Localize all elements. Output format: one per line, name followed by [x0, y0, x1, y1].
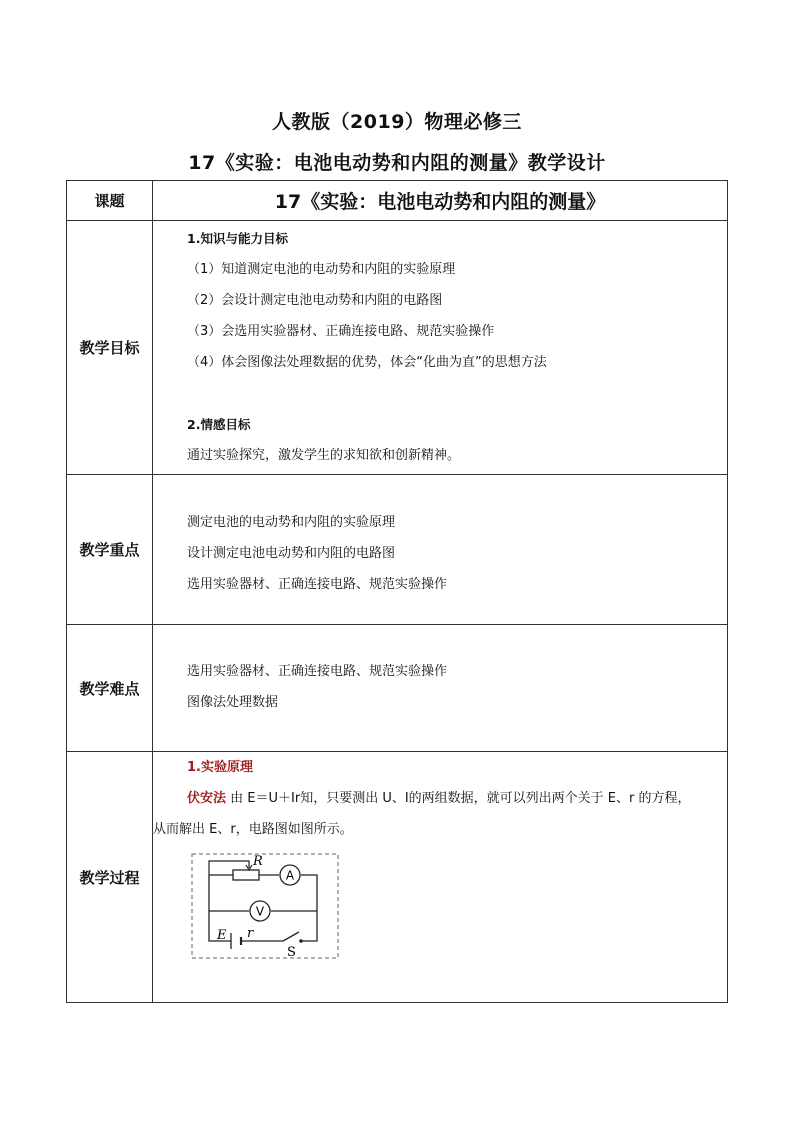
switch-icon: [283, 932, 299, 941]
process-section-heading: 1.实验原理: [187, 760, 253, 775]
goal-item: （3）会选用实验器材、正确连接电路、规范实验操作: [187, 324, 495, 339]
switch-contact-icon: [299, 939, 303, 943]
label-E: E: [217, 928, 227, 943]
process-text-b: 从而解出 E、r，电路图如图所示。: [153, 822, 353, 837]
document-title: 人教版（2019）物理必修三: [272, 111, 522, 133]
rheostat-icon: [233, 870, 259, 880]
goals-subheading-knowledge: 1.知识与能力目标: [187, 231, 288, 246]
difficulties-label: 教学难点: [67, 625, 153, 752]
label-R: R: [253, 854, 263, 869]
key-point-item: 选用实验器材、正确连接电路、规范实验操作: [187, 577, 448, 592]
goal-emotion: 通过实验探究，激发学生的求知欲和创新精神。: [187, 448, 461, 463]
label-r: r: [247, 926, 254, 941]
lesson-plan-table: [66, 180, 728, 1003]
lesson-title: 17《实验：电池电动势和内阻的测量》教学设计: [188, 152, 606, 174]
method-keyword: 伏安法: [187, 791, 227, 806]
process-content: [153, 752, 728, 1003]
circuit-diagram: [191, 853, 341, 961]
key-point-item: 设计测定电池电动势和内阻的电路图: [187, 546, 396, 561]
goals-subheading-emotion: 2.情感目标: [187, 417, 251, 432]
process-paragraph: [187, 783, 727, 814]
process-label: 教学过程: [67, 752, 153, 1003]
key-points-label: 教学重点: [67, 475, 153, 625]
goal-item: （2）会设计测定电池电动势和内阻的电路图: [187, 293, 443, 308]
key-point-item: 测定电池的电动势和内阻的实验原理: [187, 515, 396, 530]
goal-item: （1）知道测定电池的电动势和内阻的实验原理: [187, 262, 456, 277]
course-title: 17《实验：电池电动势和内阻的测量》: [153, 181, 728, 221]
difficulty-item: 选用实验器材、正确连接电路、规范实验操作: [187, 664, 448, 679]
difficulties-content: [153, 625, 728, 752]
label-S: S: [287, 945, 296, 960]
label-V: V: [255, 904, 265, 919]
process-text-a: 由 E＝U＋Ir知，只要测出 U、I的两组数据，就可以列出两个关于 E、r 的方程，: [226, 791, 691, 806]
label-A: A: [285, 868, 295, 883]
goals-label: 教学目标: [67, 221, 153, 475]
course-label: 课题: [67, 181, 153, 221]
key-points-content: [153, 475, 728, 625]
difficulty-item: 图像法处理数据: [187, 695, 279, 710]
goal-item: （4）体会图像法处理数据的优势，体会“化曲为直”的思想方法: [187, 355, 547, 370]
goals-content: [153, 221, 728, 475]
